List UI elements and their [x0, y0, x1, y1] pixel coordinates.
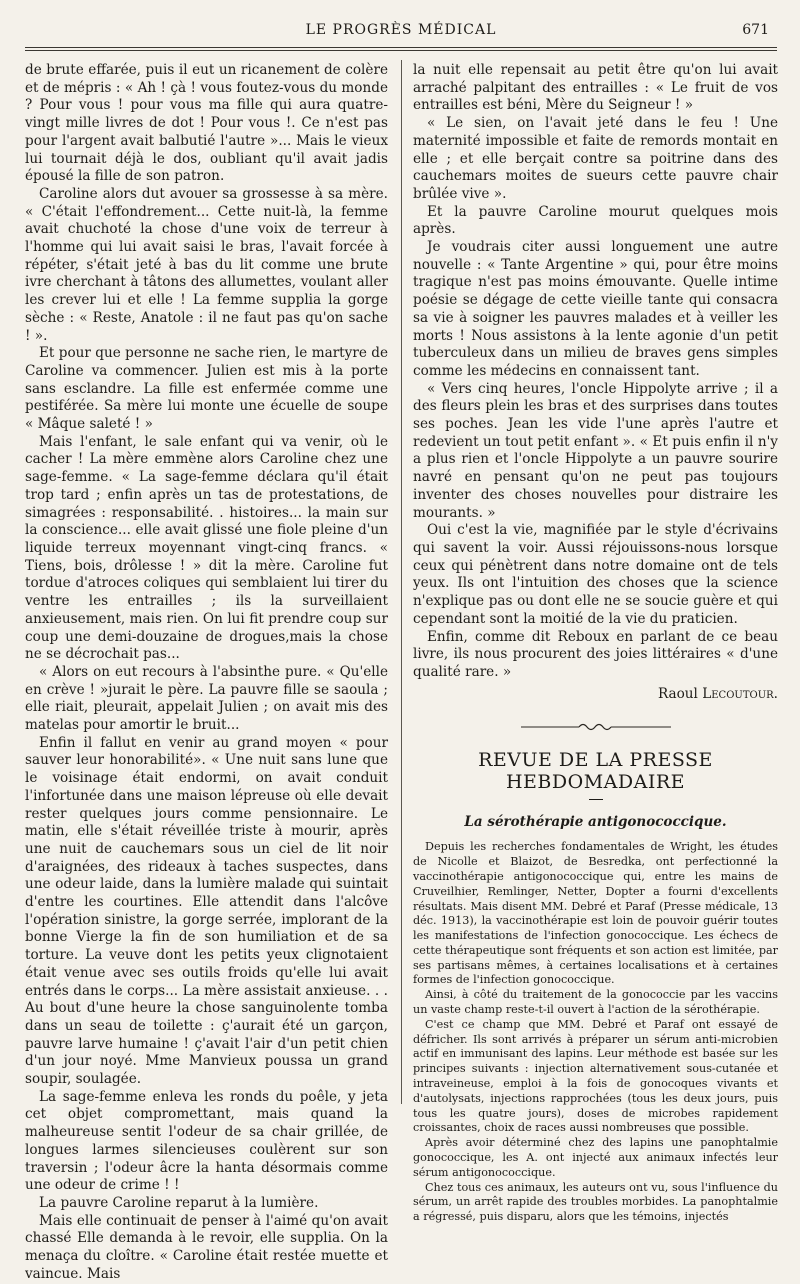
- section-dash: [589, 799, 603, 800]
- header-rule: [25, 47, 777, 48]
- paragraph: Enfin il fallut en venir au grand moyen « pour sauver leur honorabilité». « Une nuit sans lune que le voisinage était endormi, on avait conduit l'infortunée dans une maison lépreuse où elle devait rester quelques jours comme pensionnaire. Le matin, elle s'était réveillée triste à mourir, après une nuit de cauchemars sous un ciel de lit noir d'araignées, des rideaux à taches suspectes, dans une odeur laide, dans la lumière malade qui suintait d'entre les courtines. Elle attendit dans l'alcôve l'opération sinistre, la gorge serrée, implorant de la bonne Vierge la fin de son humiliation et de sa torture. La veuve dont les petits yeux clignotaient était venue avec ses outils froids qu'elle lui avait entrés dans le corps... La mère assistait anxieuse. . . Au bout d'une heure la chose sanguinolente tomba dans un seau de toilette : ç'aurait été un garçon, pauvre larve humaine ! ç'avait l'air d'un petit chien d'un jour noyé. Mme Manvieux poussa un grand soupir, soulagée.: [25, 734, 388, 1088]
- paragraph: Mais l'enfant, le sale enfant qui va venir, où le cacher ! La mère emmène alors Caroline chez une sage-femme. « La sage-femme déclara qu'il était trop tard ; enfin après un tas de protestations, de simagrées : responsabilité. . histoires... la main sur la conscience... elle avait glissé une fiole pleine d'un liquide terreux moyennant vingt-cinq francs. « Tiens, bois, drôlesse ! » dit la mère. Caroline fut tordue d'atroces coliques qui semblaient lui tirer du ventre les entrailles ; ils la surveillaient anxieusement, mais rien. On lui fit prendre coup sur coup une demi-douzaine de drogues,mais la chose ne se décrochait pas...: [25, 433, 388, 663]
- paragraph: C'est ce champ que MM. Debré et Paraf ont essayé de défricher. Ils sont arrivés à préparer un sérum anti-microbien actif en immunisant des lapins. Leur méthode est basée sur les principes suivants : injection alternativement sous-cutanée et intraveineuse, emploi à la fois de gonocoques vivants et d'autolysats, injections rapprochées (tous les deux jours, puis tous les quatre jours), doses de microbes rapidement croissantes, choix de races aussi nombreuses que possible.: [413, 1017, 778, 1135]
- section-title: REVUE DE LA PRESSE HEBDOMADAIRE: [478, 749, 713, 794]
- signature-first-name: Raoul: [657, 685, 698, 702]
- article-body: [413, 840, 778, 1225]
- author-signature: [413, 686, 778, 704]
- paragraph: Oui c'est la vie, magnifiée par le style d'écrivains qui savent la voir. Aussi réjouissons-nous lorsque ceux qui pénètrent dans notre domaine ont de tels yeux. Ils ont l'intuition des choses que la science n'explique pas ou dont elle ne se soucie guère et qui cependant sont la moitié de la vie du praticien.: [413, 522, 778, 627]
- paragraph: « Alors on eut recours à l'absinthe pure. « Qu'elle en crève ! »jurait le père. La pauvre fille se saoula ; elle riait, pleurait, appelait Julien ; on avait mis des matelas pour amortir le bruit...: [25, 663, 388, 734]
- page-number: 671: [742, 22, 769, 38]
- paragraph: La sage-femme enleva les ronds du poêle, y jeta cet objet compromettant, mais quand la malheureuse sentit l'odeur de sa chair grillée, de longues larmes silencieuses coulèrent sur son traversin ; l'odeur âcre la hanta désormais comme une odeur de crime ! !: [25, 1088, 388, 1194]
- paragraph: Mais elle continuait de penser à l'aimé qu'on avait chassé Elle demanda à le revoir, elle supplia. On la menaça du cloître. « Caroline était restée muette et vaincue. Mais: [25, 1212, 388, 1282]
- paragraph: la nuit elle repensait au petit être qu'on lui avait arraché palpitant des entrailles : « Le fruit de vos entrailles est béni, Mère du Seigneur ! »: [413, 62, 778, 114]
- paragraph: La pauvre Caroline reparut à la lumière.: [39, 1195, 319, 1211]
- paragraph: de brute effarée, puis il eut un ricanement de colère et de mépris : « Ah ! çà ! vous foutez-vous du monde ? Pour vous ! pour vous ma fille qui aura quatre-vingt mille livres de dot ! Pour vous !. Ce n'est pas pour l'argent avait balbutié l'autre »... Mais le vieux lui tournait déjà le dos, oubliant qu'il avait jadis épousé la fille de son patron.: [25, 62, 388, 185]
- article-title: La sérothérapie antigonococcique.: [464, 814, 727, 831]
- paragraph: Ainsi, à côté du traitement de la gonococcie par les vaccins un vaste champ reste-t-il ouvert à l'action de la sérothérapie.: [413, 988, 778, 1017]
- paragraph: Chez tous ces animaux, les auteurs ont vu, sous l'influence du sérum, un arrêt rapide des troubles morbides. La panophtalmie a régressé, puis disparu, alors que les témoins, injectés: [413, 1180, 778, 1224]
- paragraph: Je voudrais citer aussi longuement une autre nouvelle : « Tante Argentine » qui, pour être moins tragique n'est pas moins émouvante. Quelle intime poésie se dégage de cette vieille tante qui consacra sa vie à soigner les pauvres malades et à veiller les morts ! Nous assistons à la lente agonie d'un petit tuberculeux dans un milieu de braves gens simples comme les médecins en connaissent tant.: [413, 239, 778, 379]
- header-rule-lower: [25, 50, 777, 51]
- paragraph: Après avoir déterminé chez des lapins une panophtalmie gonococcique, les A. ont injecté aux animaux infectés leur sérum antigonococcique.: [413, 1136, 778, 1179]
- paragraph: « Vers cinq heures, l'oncle Hippolyte arrive ; il a des fleurs plein les bras et des surprises dans toutes ses poches. Jean les vide l'une après l'autre et redevient un tout petit enfant ». « Et puis enfin il n'y a plus rien et l'oncle Hippolyte a un pauvre sourire navré en pensant qu'on ne peut pas toujours inventer des choses nouvelles pour distraire les mourants. »: [413, 380, 778, 521]
- paragraph: Depuis les recherches fondamentales de Wright, les études de Nicolle et Blaizot, de Besredka, ont perfectionné la vaccinothérapie antigonococcique qui, entre les mains de Cruveilhier, Remlinger, Netter, Dopter a fourni d'excellents résultats. Mais disent MM. Debré et Paraf (Presse médicale, 13 déc. 1913), la vaccinothérapie est loin de pouvoir guérir toutes les manifestations de l'infection gonococcique. Les échecs de cette thérapeutique sont fréquents et son action est limitée, par ses partisans mêmes, à certaines localisations et à certaines formes de l'infection gonococcique.: [413, 840, 778, 987]
- paragraph: Enfin, comme dit Reboux en parlant de ce beau livre, ils nous procurent des joies littéraires « d'une qualité rare. »: [413, 628, 778, 680]
- column-rule: [401, 60, 402, 1104]
- right-column: [413, 62, 778, 1224]
- left-column: [25, 62, 388, 1282]
- paragraph: Et la pauvre Caroline mourut quelques mois après.: [413, 203, 778, 238]
- ornament-divider: [521, 721, 671, 733]
- review-continuation: [413, 62, 778, 682]
- paragraph: Caroline alors dut avouer sa grossesse à sa mère. « C'était l'effondrement... Cette nuit-là, la femme avait chuchoté la chose d'une voix de terreur à l'homme qui lui avait saisi le bras, l'avait forcée à répéter, s'était jeté à bas du lit comme une brute ivre cherchant à tâtons des allumettes, voulant aller les crever lui et elle ! La femme supplia la gorge sèche : « Reste, Anatole : il ne faut pas qu'on sache ! ».: [25, 185, 388, 344]
- running-title: LE PROGRÈS MÉDICAL: [305, 22, 497, 38]
- paragraph: « Le sien, on l'avait jeté dans le feu ! Une maternité impossible et faite de remords montait en elle ; et elle berçait contre sa poitrine dans des cauchemars moites de sueurs cette pauvre chair brûlée vive ».: [413, 115, 778, 202]
- paragraph: Et pour que personne ne sache rien, le martyre de Caroline va commencer. Julien est mis à la porte sans esclandre. La fille est enfermée comme une pestiférée. Sa mère lui monte une écuelle de soupe « Mâque saleté ! »: [25, 345, 388, 433]
- signature-last-name: Lecoutour.: [702, 685, 778, 702]
- page-header: [25, 22, 777, 44]
